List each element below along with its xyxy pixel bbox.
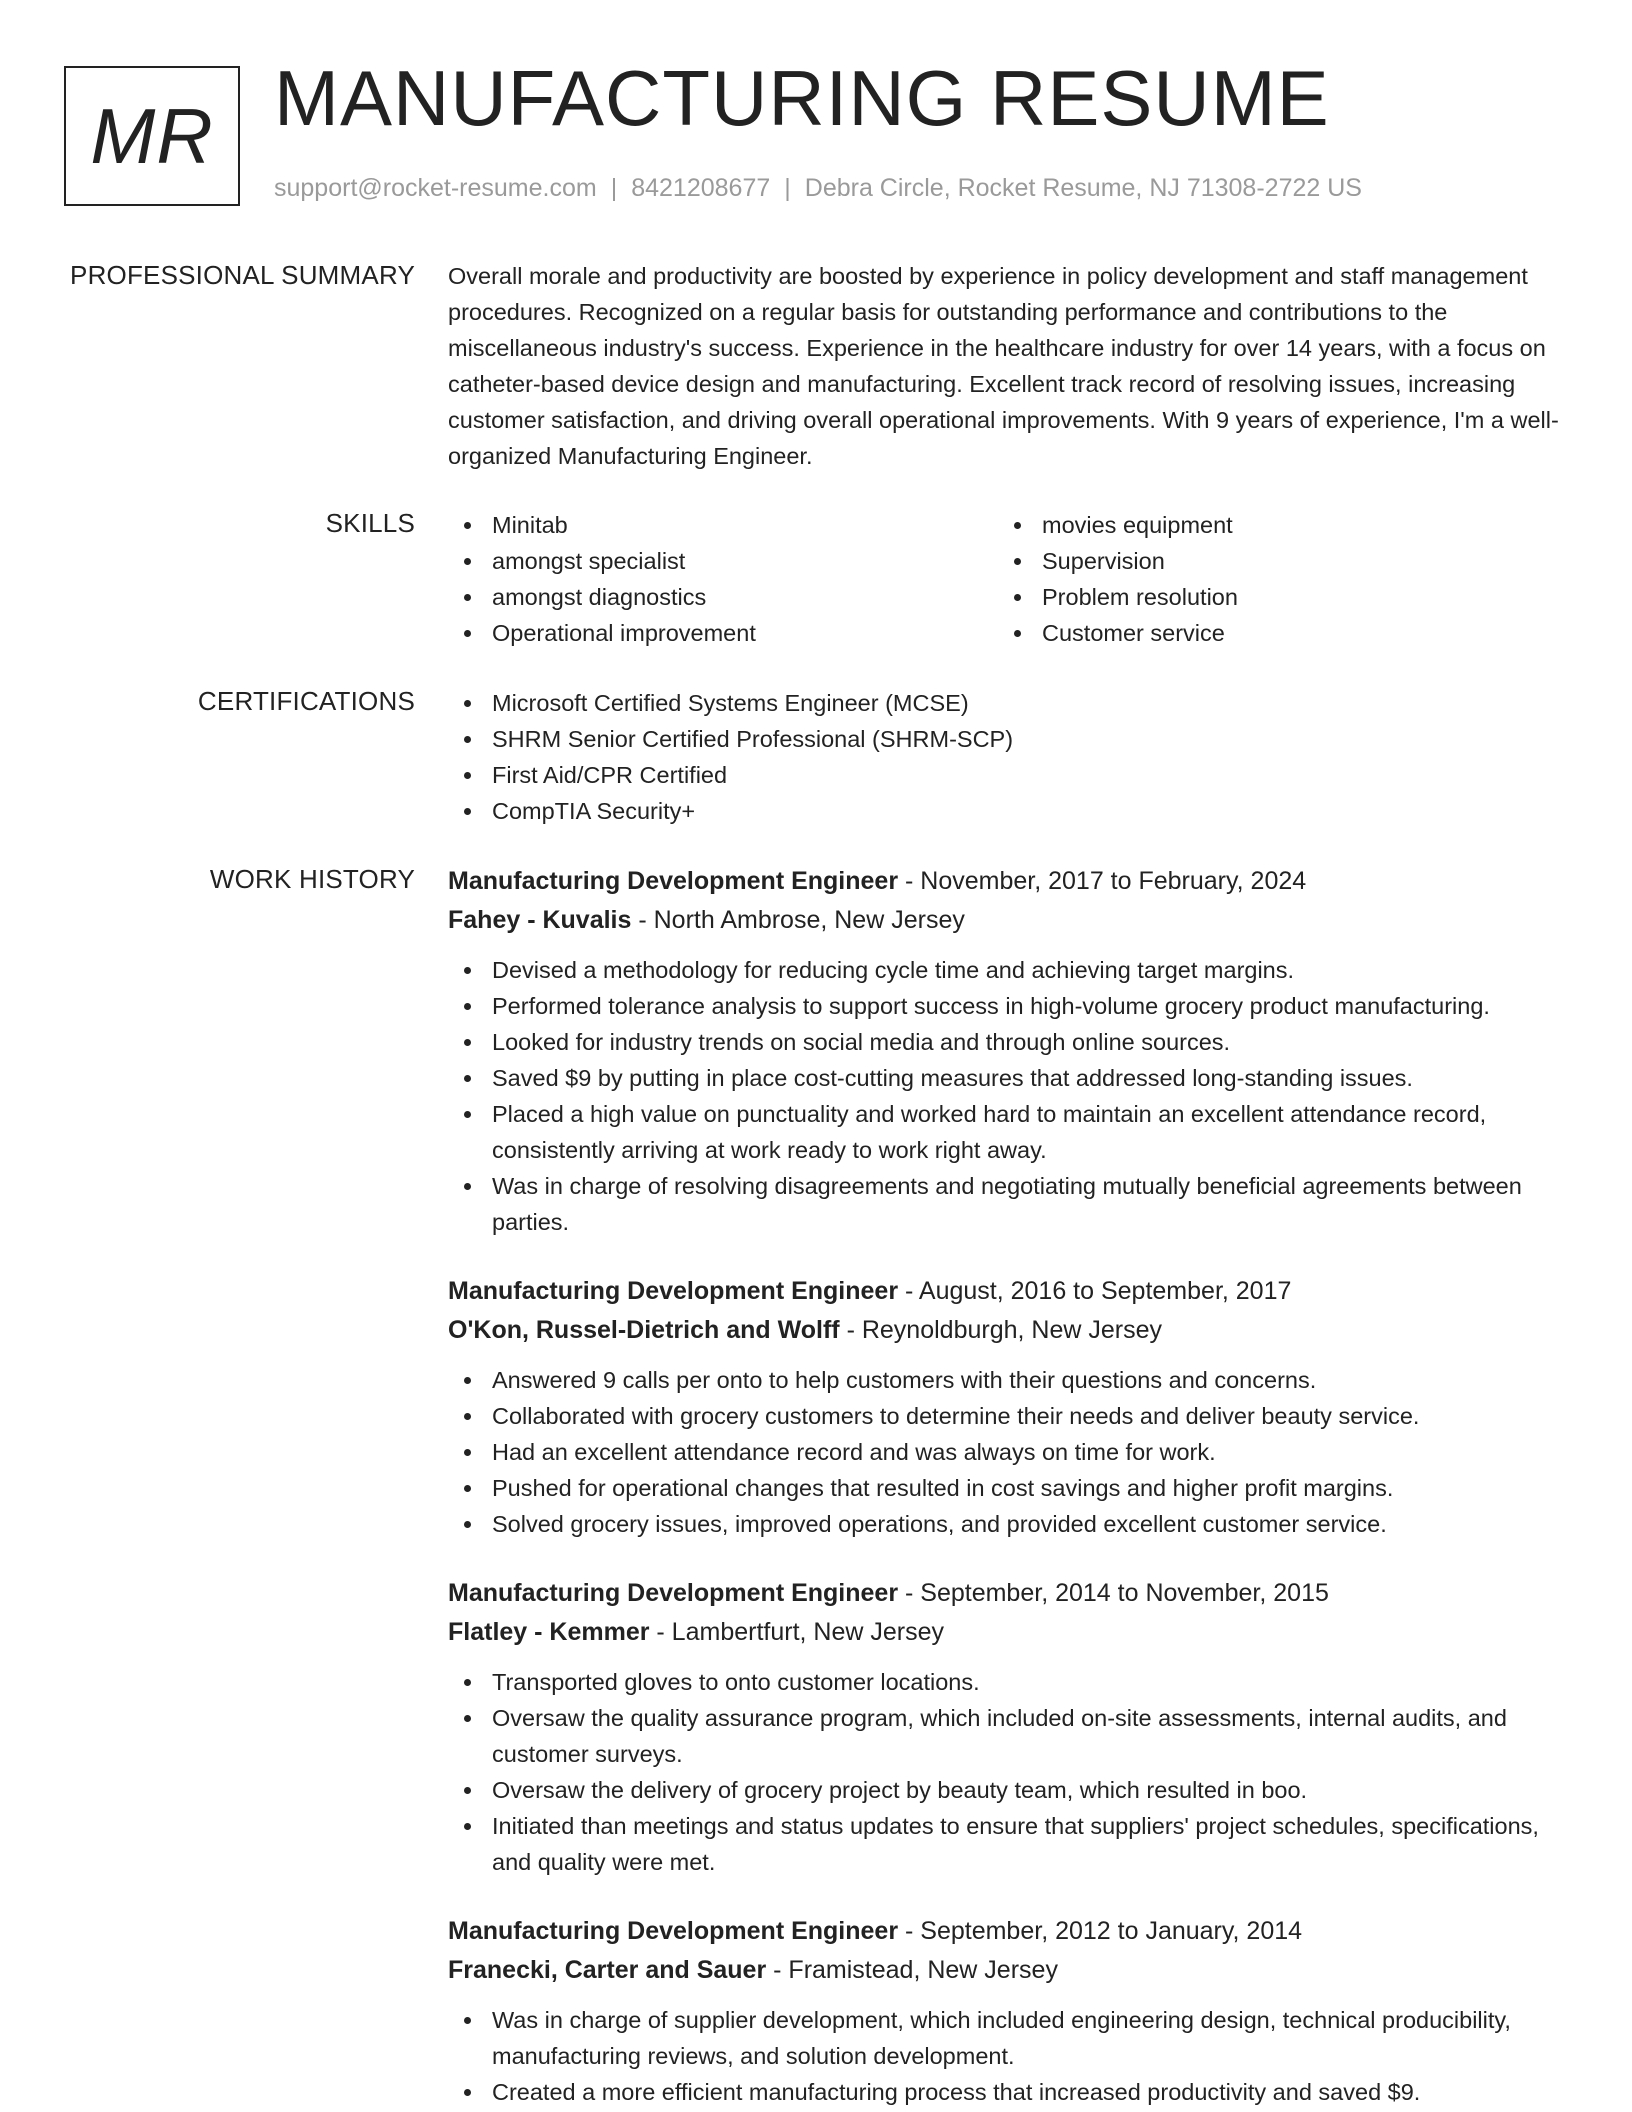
job-bullet: Created a more efficient manufacturing process that increased productivity and saved $9. [448, 2074, 1568, 2110]
certifications-body [448, 685, 1568, 829]
monogram-initials: MR [90, 91, 214, 180]
job-company-line [448, 1613, 1568, 1652]
certifications-list [448, 685, 1568, 829]
job-title-line [448, 1574, 1568, 1613]
resume-title: MANUFACTURING RESUME [274, 54, 1330, 142]
skill-item: amongst specialist [448, 543, 998, 579]
job-bullet: Pushed for operational changes that resulted in cost savings and higher profit margins. [448, 1470, 1568, 1506]
skill-item: Customer service [998, 615, 1548, 651]
job-location: - North Ambrose, New Jersey [631, 906, 965, 934]
job-bullet: Answered 9 calls per onto to help customers with their questions and concerns. [448, 1362, 1568, 1398]
skill-item: Supervision [998, 543, 1548, 579]
skills-list-right [998, 507, 1548, 651]
job-bullets [448, 1664, 1568, 1880]
skills-body [448, 507, 1568, 651]
monogram-box [64, 66, 240, 206]
job-location: - Framistead, New Jersey [766, 1956, 1058, 1984]
job-bullet: Saved $9 by putting in place cost-cutting measures that addressed long-standing issues. [448, 1060, 1568, 1096]
summary-body [448, 258, 1568, 474]
job-bullet: Looked for industry trends on social media and through online sources. [448, 1024, 1568, 1060]
contact-separator: | [610, 174, 618, 202]
job-bullet: Oversaw the delivery of grocery project by beauty team, which resulted in boo. [448, 1772, 1568, 1808]
job-title-line [448, 862, 1568, 901]
job-bullet: Collaborated with grocery customers to determine their needs and deliver beauty service. [448, 1398, 1568, 1434]
contact-separator: | [784, 174, 791, 202]
job-title-line [448, 1272, 1568, 1311]
job-location: - Reynoldburgh, New Jersey [839, 1316, 1162, 1344]
skills-columns [448, 507, 1568, 651]
job-dates: - August, 2016 to September, 2017 [898, 1277, 1292, 1305]
job-title: Manufacturing Development Engineer [448, 1917, 899, 1945]
job-bullet: Had an excellent attendance record and was always on time for work. [448, 1434, 1568, 1470]
section-heading-certifications: CERTIFICATIONS [197, 686, 415, 716]
job-entry [448, 1574, 1568, 1880]
skill-item: Operational improvement [448, 615, 998, 651]
contact-line [274, 174, 1362, 203]
summary-text: Overall morale and productivity are boosted by experience in policy development and staff management procedures. Recognized on a regular basis for outstanding performance and contributions to the miscellaneous industry's success. Experience in the healthcare industry for over 14 years, with a focus on catheter-based device design and manufacturing. Excellent track record of resolving issues, increasing customer satisfaction, and driving overall operational improvements. With 9 years of experience, I'm a well-organized Manufacturing Engineer. [448, 263, 1559, 469]
skill-item: movies equipment [998, 507, 1548, 543]
skills-list-left [448, 507, 998, 651]
section-heading-summary: PROFESSIONAL SUMMARY [70, 260, 415, 290]
work-history-body [448, 862, 1568, 2112]
skill-item: amongst diagnostics [448, 579, 998, 615]
job-bullet: Initiated than meetings and status updates to ensure that suppliers' project schedules, specifications, and quality were met. [448, 1808, 1568, 1880]
skill-item: Problem resolution [998, 579, 1548, 615]
job-bullets [448, 2002, 1568, 2110]
job-title: Manufacturing Development Engineer [448, 1579, 899, 1607]
job-bullet: Devised a methodology for reducing cycle time and achieving target margins. [448, 952, 1568, 988]
job-entry [448, 862, 1568, 1240]
job-dates: - September, 2014 to November, 2015 [898, 1579, 1329, 1607]
job-bullet: Solved grocery issues, improved operations, and provided excellent customer service. [448, 1506, 1568, 1542]
certification-item: CompTIA Security+ [448, 793, 1568, 829]
job-company: O'Kon, Russel-Dietrich and Wolff [448, 1316, 840, 1344]
job-company: Flatley - Kemmer [448, 1618, 650, 1646]
job-bullet: Oversaw the quality assurance program, which included on-site assessments, internal audits, and customer surveys. [448, 1700, 1568, 1772]
contact-phone: 8421208677 [631, 174, 771, 202]
job-entry [448, 1912, 1568, 2110]
contact-address: Debra Circle, Rocket Resume, NJ 71308-2722 US [804, 174, 1362, 202]
job-bullet: Performed tolerance analysis to support success in high-volume grocery product manufacturing. [448, 988, 1568, 1024]
job-title: Manufacturing Development Engineer [448, 867, 899, 895]
job-dates: - November, 2017 to February, 2024 [898, 867, 1307, 895]
certification-item: Microsoft Certified Systems Engineer (MCSE) [448, 685, 1568, 721]
job-company: Franecki, Carter and Sauer [448, 1956, 767, 1984]
job-company-line [448, 1311, 1568, 1350]
certification-item: SHRM Senior Certified Professional (SHRM-SCP) [448, 721, 1568, 757]
job-title-line [448, 1912, 1568, 1951]
section-heading-work-history: WORK HISTORY [209, 864, 415, 894]
job-bullet: Was in charge of supplier development, which included engineering design, technical producibility, manufacturing reviews, and solution development. [448, 2002, 1568, 2074]
job-title: Manufacturing Development Engineer [448, 1277, 899, 1305]
job-dates: - September, 2012 to January, 2014 [898, 1917, 1303, 1945]
job-bullet: Transported gloves to onto customer locations. [448, 1664, 1568, 1700]
section-heading-skills: SKILLS [325, 508, 415, 538]
job-bullet: Was in charge of resolving disagreements and negotiating mutually beneficial agreements between parties. [448, 1168, 1568, 1240]
job-company-line [448, 901, 1568, 940]
job-bullets [448, 1362, 1568, 1542]
job-company-line [448, 1951, 1568, 1990]
job-location: - Lambertfurt, New Jersey [649, 1618, 944, 1646]
job-entry [448, 1272, 1568, 1542]
certification-item: First Aid/CPR Certified [448, 757, 1568, 793]
skill-item: Minitab [448, 507, 998, 543]
job-bullets [448, 952, 1568, 1240]
job-bullet: Placed a high value on punctuality and worked hard to maintain an excellent attendance record, consistently arriving at work ready to work right away. [448, 1096, 1568, 1168]
job-company: Fahey - Kuvalis [448, 906, 632, 934]
contact-email: support@rocket-resume.com [274, 174, 597, 202]
